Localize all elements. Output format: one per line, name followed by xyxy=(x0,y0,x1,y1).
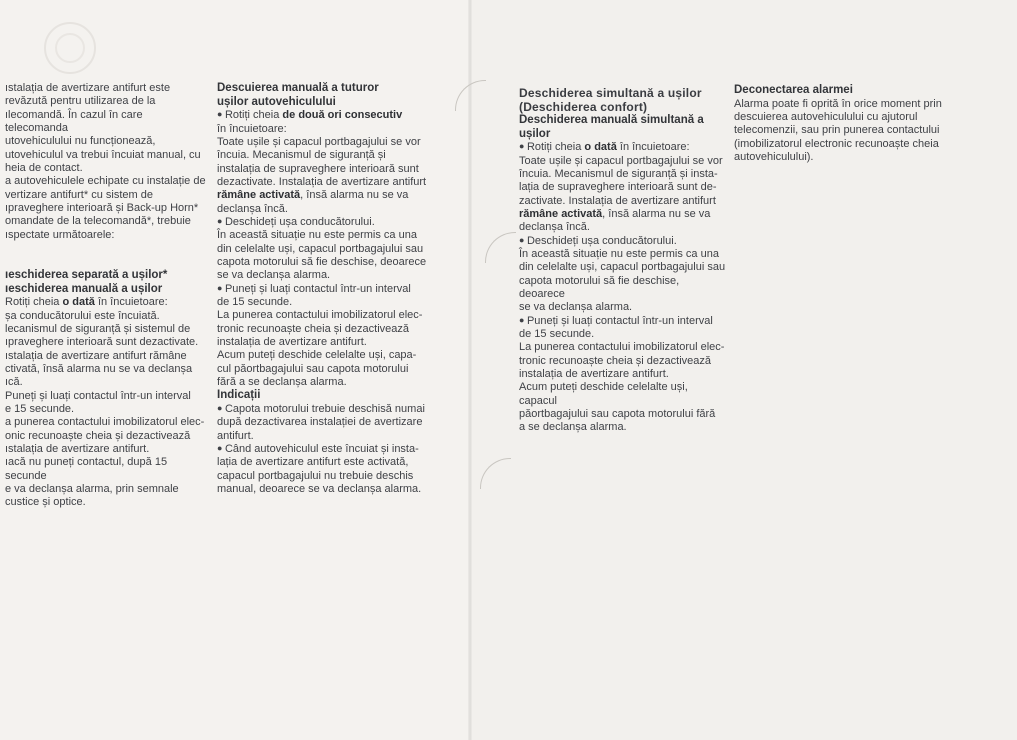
text-line: după dezactivarea instalației de avertizare xyxy=(217,416,423,429)
paragraph-disconnect xyxy=(734,98,968,165)
step-ignition xyxy=(5,390,207,417)
bullet-rotate-once: ● Rotiți cheia o dată în încuietoare: xyxy=(519,141,726,154)
note-trunk xyxy=(217,443,429,496)
text-line: capota motorului să fie deschise, deoarece xyxy=(217,255,427,268)
text-line: capacul portbagajului nu trebuie deschis xyxy=(217,469,414,482)
text-line: ılecomandă. În cazul în care telecomanda xyxy=(5,108,143,135)
section-heading: ıeschiderea separată a ușilor* xyxy=(5,269,168,282)
faded-logo-watermark xyxy=(44,22,96,74)
text-line: La punerea contactului imobilizatorul elec- xyxy=(217,309,423,322)
section-heading: Descuierea manuală a tuturor xyxy=(217,82,379,94)
text-line: La punerea contactului imobilizatorul elec- xyxy=(519,341,725,354)
text-line: ● Când autovehiculul este încuiat și insta- xyxy=(217,443,429,456)
text-line: utovehiculului nu funcționează, xyxy=(5,135,156,148)
text-line: ıstalația de avertizare antifurt este xyxy=(5,82,171,94)
text-line: vertizare antifurt* cu sistem de xyxy=(5,188,153,201)
section-heading-cont: ușilor autovehiculului xyxy=(217,95,336,108)
bullet-ignition: ● Puneți și luați contactul într-un interval xyxy=(217,283,429,296)
paragraph-warning xyxy=(519,248,726,315)
bullet-rotate-twice-cont: în încuietoare: xyxy=(217,122,287,135)
text-line: ıpraveghere interioară sunt dezactivate. xyxy=(5,336,199,349)
text-line: onic recunoaște cheia și dezactivează xyxy=(5,429,191,442)
section-heading: Deschiderea simultană a ușilor xyxy=(519,86,702,100)
text-line: din celelalte uși, capacul portbagajului sau xyxy=(217,242,424,255)
subsection-heading: ıeschiderea manuală a ușilor xyxy=(5,282,163,295)
text-line: (imobilizatorul electronic recunoaște cheia xyxy=(734,137,939,150)
text-line: Puneți și luați contactul într-un interval xyxy=(5,389,191,402)
text-line: autovehiculului). xyxy=(734,150,814,163)
text-line: Acum puteți deschide celelalte uși, capa- xyxy=(217,349,417,362)
text-line: a punerea contactului imobilizatorul elec- xyxy=(5,416,205,429)
text-line: antifurt. xyxy=(217,429,254,442)
step-rotate-key: Rotiți cheia o dată în încuietoare: xyxy=(5,296,168,309)
text-line: ıpraveghere interioară și Back-up Horn* xyxy=(5,202,199,215)
bullet-open-door: ● Deschideți ușa conducătorului. xyxy=(217,216,429,229)
text-line: telecomenzii, sau prin punerea contactului xyxy=(734,124,940,137)
subsection-heading: Deschiderea manuală simultană a xyxy=(519,114,704,126)
paragraph-locked xyxy=(217,136,429,189)
text-line: lecanismul de siguranță și sistemul de xyxy=(5,323,191,335)
section-heading-cont: (Deschiderea confort) xyxy=(519,100,648,114)
text-line: Alarma poate fi oprită în orice moment prin xyxy=(734,97,942,110)
bullet-ignition-cont: de 15 secunde. xyxy=(519,328,595,340)
paragraph-alarm xyxy=(5,456,207,509)
bullet-rotate-twice: ● Rotiți cheia de două ori consecutiv xyxy=(217,109,429,122)
text-line: Acum puteți deschide celelalte uși, capacul xyxy=(519,381,688,407)
paragraph-immobilizer xyxy=(519,341,726,434)
text-line: instalația de avertizare antifurt. xyxy=(519,368,669,381)
bullet-open-door: ● Deschideți ușa conducătorului. xyxy=(519,235,726,248)
text-line: heia de contact. xyxy=(5,162,83,175)
notes-heading: Indicații xyxy=(217,389,261,402)
text-line: e va declanșa alarma, prin semnale xyxy=(5,483,179,496)
text-line: capota motorului să fie deschise, deoarece xyxy=(519,274,680,300)
text-line: utovehiculul va trebui încuiat manual, cu xyxy=(5,148,201,161)
text-line: ıcă. xyxy=(5,376,23,389)
text-line: omandate de la telecomandă*, trebuie xyxy=(5,215,191,228)
text-line: descuierea autovehiculului cu ajutorul xyxy=(734,110,918,123)
paragraph-warning xyxy=(217,229,429,282)
text-line: lația de avertizare antifurt este activată, xyxy=(217,456,409,469)
paragraph-immobilizer xyxy=(5,416,207,456)
paragraph-equipped xyxy=(5,175,207,242)
text-line: revăzută pentru utilizarea de la xyxy=(5,95,156,108)
text-line: ctivată, însă alarma nu se va declanșa xyxy=(5,363,193,376)
text-line: încuia. Mecanismul de siguranță și insta- xyxy=(519,167,718,180)
note-hood xyxy=(217,403,429,443)
text-line: păortbagajului sau capota motorului fără xyxy=(519,408,716,421)
page-fold xyxy=(468,0,472,740)
paragraph-locked xyxy=(519,155,726,208)
text-line: șa conducătorului este încuiată. xyxy=(5,309,160,322)
text-line: custice și optice. xyxy=(5,496,86,509)
text-line: se va declanșa alarma. xyxy=(217,269,331,282)
text-line: e 15 secunde. xyxy=(5,403,75,416)
text-line: tronic recunoaște cheia și dezactivează xyxy=(217,322,409,335)
text-line: instalația de avertizare antifurt. xyxy=(217,336,367,349)
text-line: ıstalația de avertizare antifurt. xyxy=(5,443,150,456)
text-line: zactivate. Instalația de avertizare antifurt xyxy=(519,194,716,207)
text-line: În această situație nu este permis ca una xyxy=(519,247,719,260)
paragraph-intro xyxy=(5,82,207,175)
text-line: ● Capota motorului trebuie deschisă numai xyxy=(217,403,429,416)
text-line: tronic recunoaște cheia și dezactivează xyxy=(519,354,711,367)
text-line: cul păortbagajului sau capota motorului xyxy=(217,362,409,375)
text-line: manual, deoarece se va declanșa alarma. xyxy=(217,483,422,496)
text-line: lația de supraveghere interioară sunt de- xyxy=(519,181,717,194)
text-line: fără a se declanșa alarma. xyxy=(217,376,347,389)
text-line: din celelalte uși, capacul portbagajului sau xyxy=(519,261,726,274)
paragraph-result xyxy=(5,310,207,390)
column-3 xyxy=(519,86,726,435)
text-line: dezactivate. Instalația de avertizare antifurt xyxy=(217,175,427,188)
paragraph-immobilizer xyxy=(217,309,429,389)
column-1 xyxy=(5,82,207,510)
section-heading: Deconectarea alarmei xyxy=(734,84,853,96)
paragraph-alarm-active-cont: declanșa încă. xyxy=(519,221,590,234)
paragraph-alarm-active-cont: declanșa încă. xyxy=(217,202,288,215)
paragraph-alarm-active: rămâne activată, însă alarma nu se va xyxy=(519,207,711,220)
text-line: instalația de supraveghere interioară sunt xyxy=(217,162,419,175)
text-line: Toate ușile și capacul portbagajului se vor xyxy=(519,154,723,167)
column-4 xyxy=(734,84,968,164)
subsection-heading-cont: ușilor xyxy=(519,127,551,140)
text-line: ıacă nu puneți contactul, după 15 secunde xyxy=(5,456,168,482)
text-line: încuia. Mecanismul de siguranță și xyxy=(217,149,386,162)
column-2 xyxy=(217,82,429,496)
text-line: ıspectate următoarele: xyxy=(5,228,115,241)
text-line: a autovehiculele echipate cu instalație de xyxy=(5,175,206,188)
text-line: a se declanșa alarma. xyxy=(519,421,627,434)
bullet-ignition: ● Puneți și luați contactul într-un interval xyxy=(519,315,726,328)
bullet-ignition-cont: de 15 secunde. xyxy=(217,296,293,308)
text-line: Toate ușile și capacul portbagajului se vor xyxy=(217,135,421,148)
text-line: ıstalația de avertizare antifurt rămâne xyxy=(5,349,187,362)
paragraph-alarm-active: rămâne activată, însă alarma nu se va xyxy=(217,189,409,202)
text-line: În această situație nu este permis ca una xyxy=(217,229,417,242)
text-line: se va declanșa alarma. xyxy=(519,301,633,314)
